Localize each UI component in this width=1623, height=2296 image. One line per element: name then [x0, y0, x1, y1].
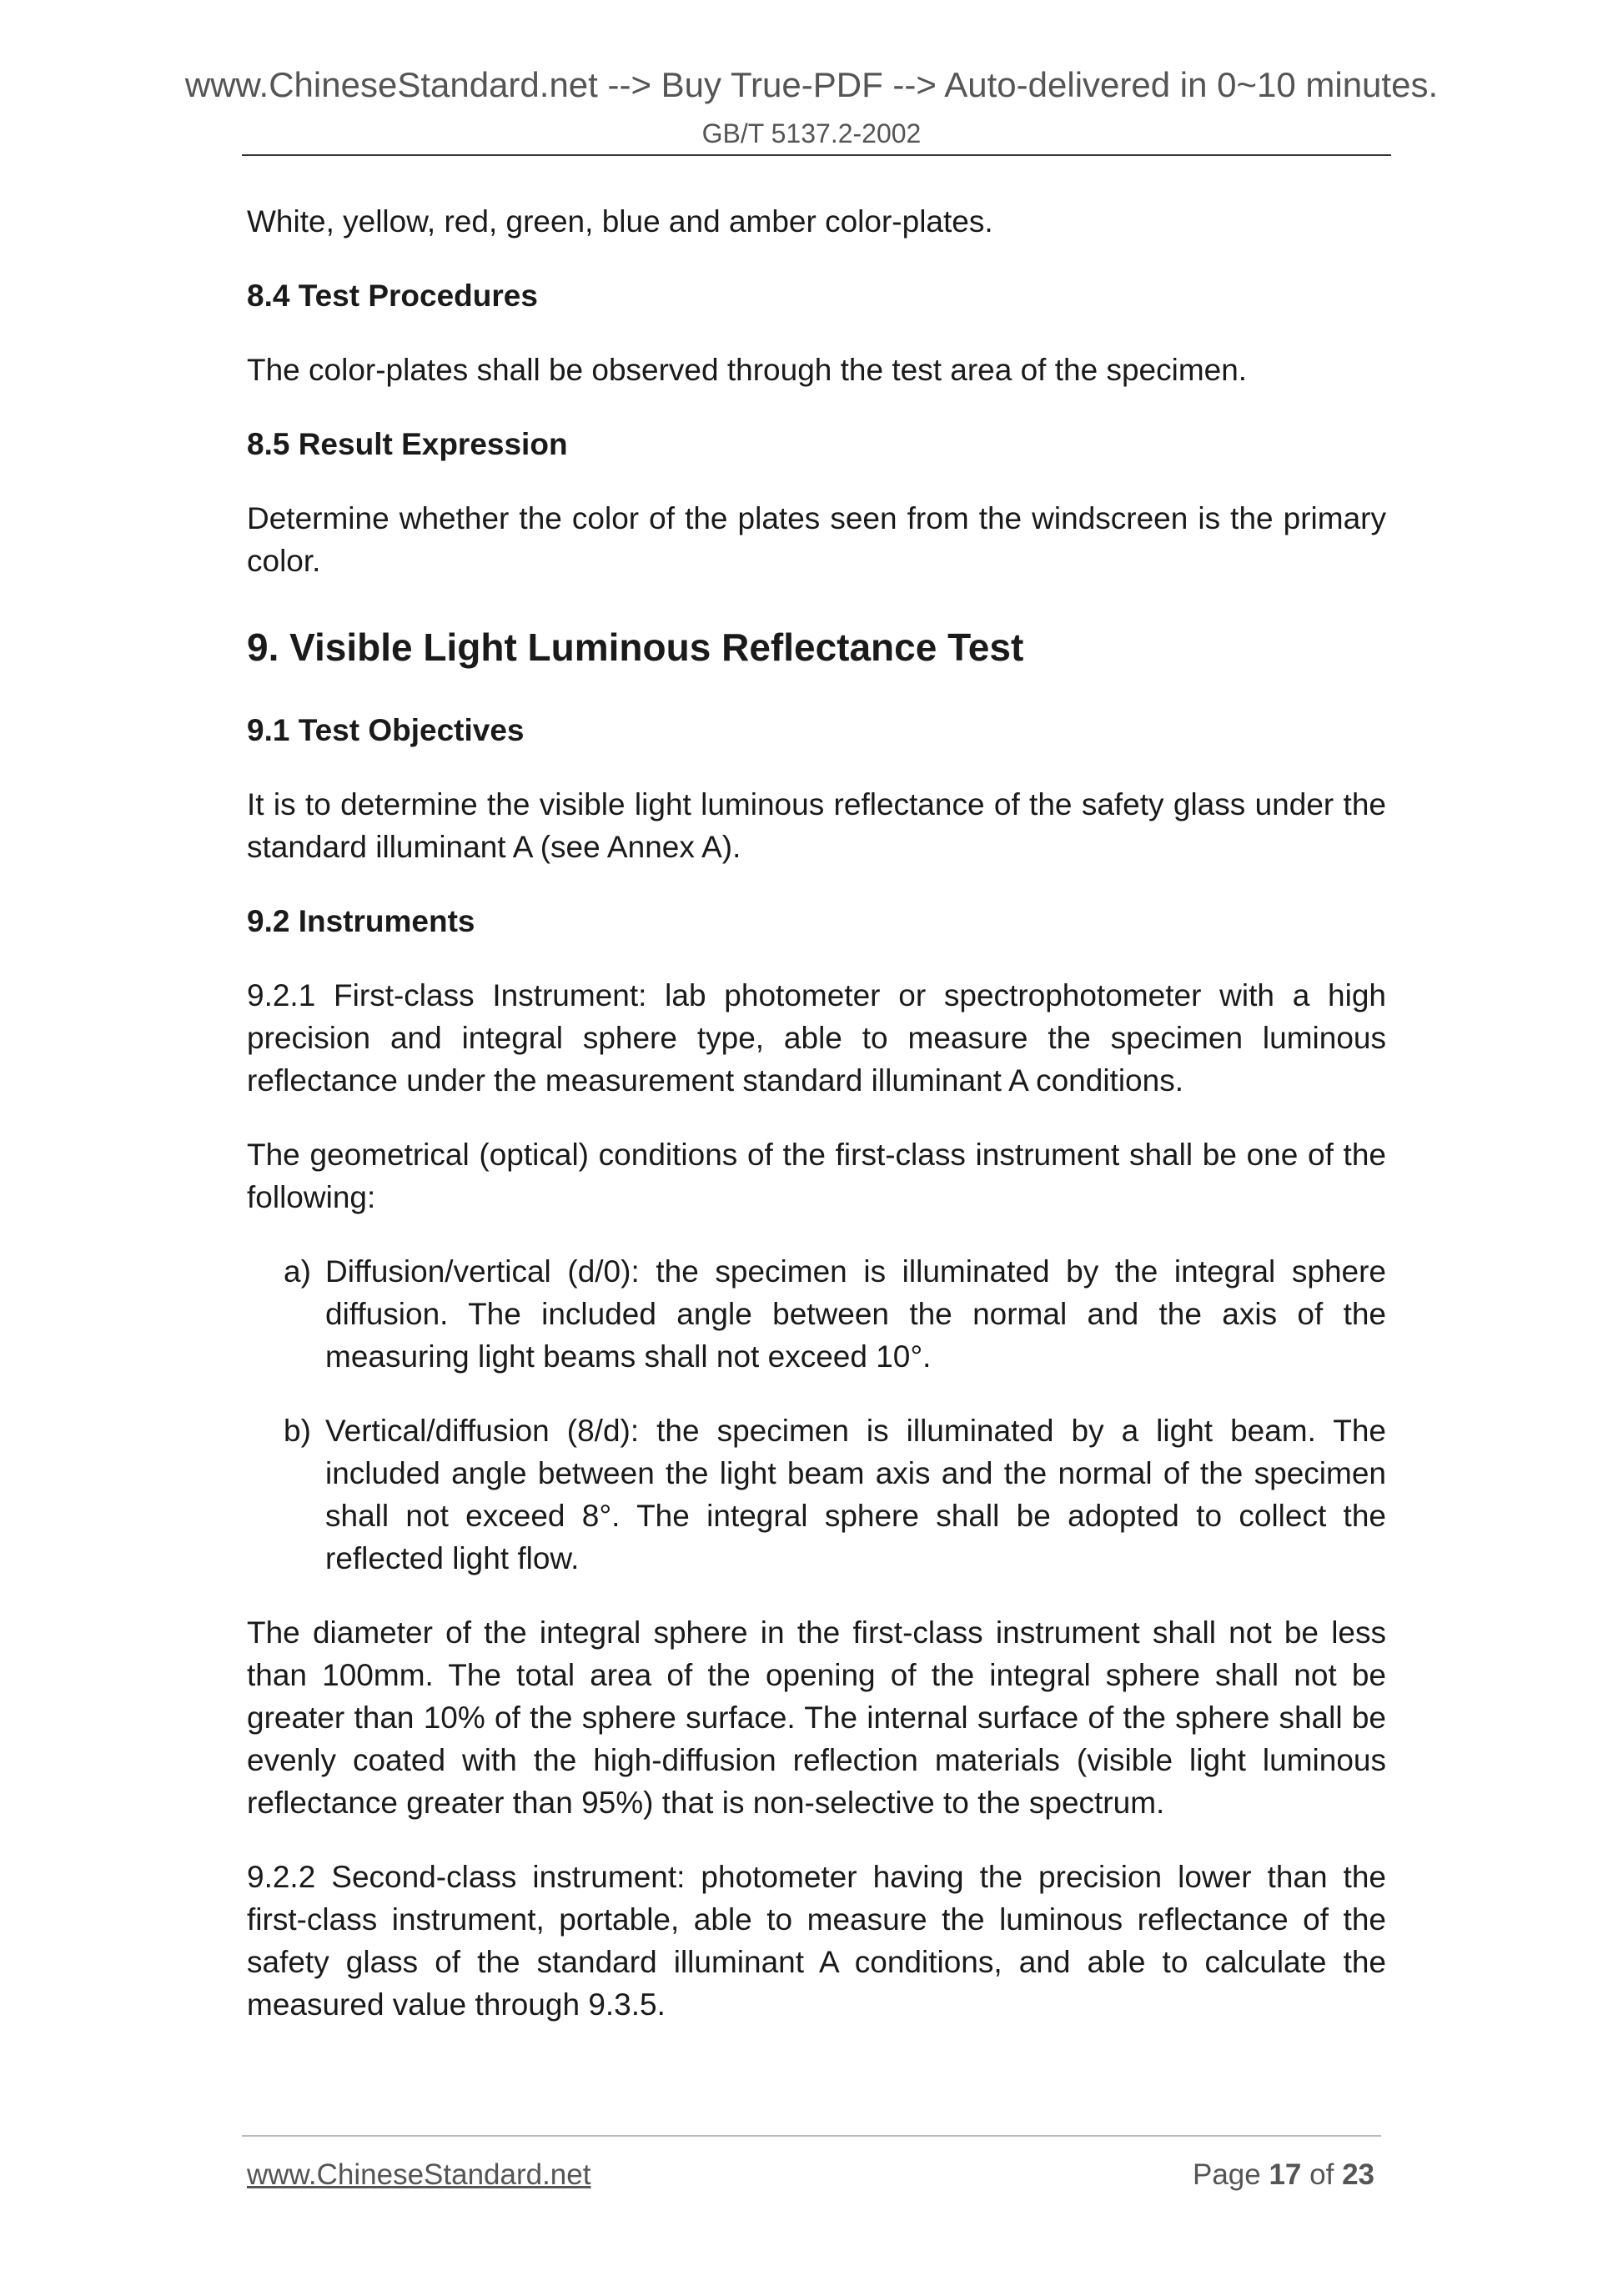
list-text-a: Diffusion/vertical (d/0): the specimen is illuminated by the integral sphere diffusion. The included angle between the normal and the axis of the measuring light beams shall not exceed 10°.	[325, 1254, 1386, 1374]
page-total: 23	[1342, 2158, 1374, 2191]
header-divider	[242, 154, 1391, 156]
paragraph-color-plates: White, yellow, red, green, blue and amber color-plates.	[247, 204, 993, 239]
paragraph-8-5: Determine whether the color of the plates seen from the windscreen is the primary color.	[247, 501, 1386, 578]
paragraph-9-1: It is to determine the visible light luminous reflectance of the safety glass under the standard illuminant A (see Annex A).	[247, 787, 1386, 864]
heading-9-2: 9.2 Instruments	[247, 904, 475, 938]
page-current: 17	[1269, 2158, 1302, 2191]
standard-code: GB/T 5137.2-2002	[701, 118, 922, 148]
header-banner[interactable]: www.ChineseStandard.net --> Buy True-PDF --> Auto-delivered in 0~10 minutes.	[184, 65, 1439, 104]
paragraph-8-4: The color-plates shall be observed through the test area of the specimen.	[247, 353, 1248, 387]
footer-website-link[interactable]: www.ChineseStandard.net	[247, 2158, 591, 2191]
paragraph-sphere-diameter: The diameter of the integral sphere in the first-class instrument shall not be less than 100mm. The total area of the opening of the integral sphere shall not be greater than 10% of the sphere surface. The internal surface of the sphere shall be evenly coated with the high-diffusion reflection materials (visible light luminous reflectance greater than 95%) that is non-selective to the spectrum.	[247, 1615, 1386, 1820]
heading-9-1: 9.1 Test Objectives	[247, 713, 525, 747]
paragraph-geometrical-conditions: The geometrical (optical) conditions of the first-class instrument shall be one of the following:	[247, 1138, 1386, 1214]
document-body	[247, 200, 1386, 2057]
page-prefix: Page	[1192, 2158, 1261, 2191]
page-number	[1193, 2158, 1374, 2192]
heading-8-4: 8.4 Test Procedures	[247, 279, 538, 313]
list-text-b: Vertical/diffusion (8/d): the specimen is illuminated by a light beam. The included angle between the light beam axis and the normal of the specimen shall not exceed 8°. The integral sphere shall be adopted to collect the reflected light flow.	[325, 1414, 1386, 1575]
list-item-a	[247, 1250, 1386, 1378]
paragraph-9-2-1: 9.2.1 First-class Instrument: lab photometer or spectrophotometer with a high precision and integral sphere type, able to measure the specimen luminous reflectance under the measurement standard illuminant A conditions.	[247, 978, 1386, 1098]
page-of: of	[1309, 2158, 1334, 2191]
footer-divider	[242, 2135, 1381, 2137]
list-item-b	[247, 1409, 1386, 1580]
paragraph-9-2-2: 9.2.2 Second-class instrument: photometer having the precision lower than the first-class instrument, portable, able to measure the luminous reflectance of the safety glass of the standard illuminant A conditions, and able to calculate the measured value through 9.3.5.	[247, 1860, 1386, 2022]
list-marker-a: a)	[284, 1254, 311, 1289]
heading-9: 9. Visible Light Luminous Reflectance Test	[247, 625, 1024, 669]
list-marker-b: b)	[284, 1414, 311, 1448]
heading-8-5: 8.5 Result Expression	[247, 427, 568, 461]
